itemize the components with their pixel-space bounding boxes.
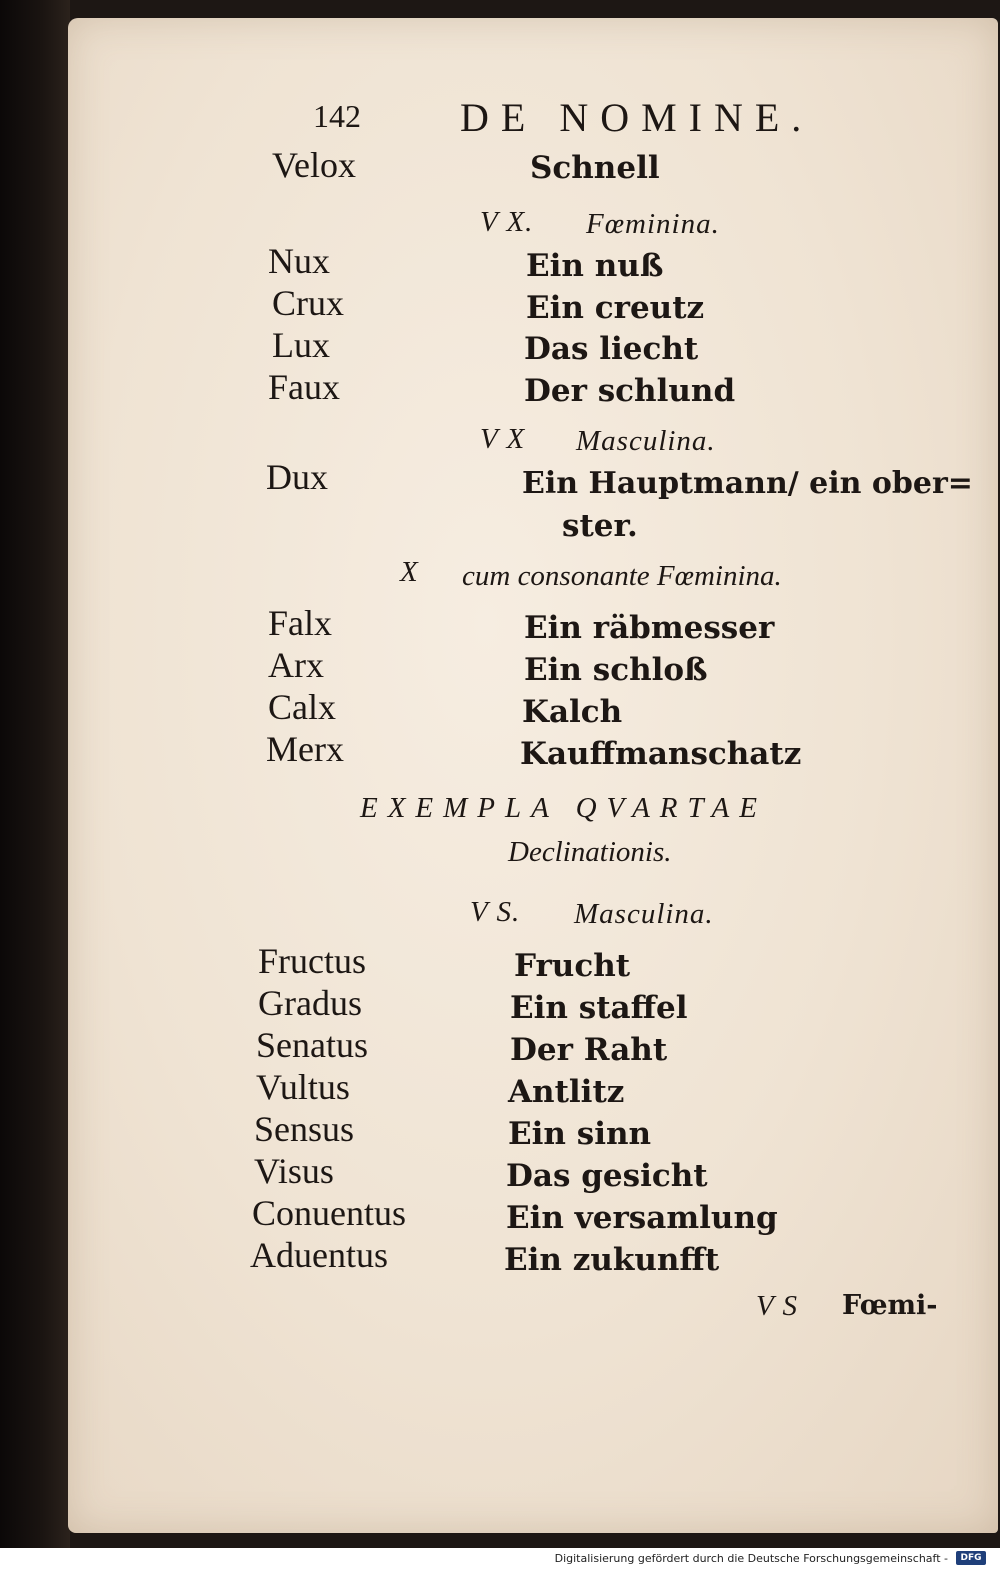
german-gloss: Ein zukunfft xyxy=(504,1242,720,1278)
german-gloss: Ein sinn xyxy=(508,1116,652,1152)
latin-word: Dux xyxy=(266,457,328,497)
latin-word: Faux xyxy=(268,367,340,407)
german-gloss: Kauffmanschatz xyxy=(520,736,802,772)
latin-word: Velox xyxy=(272,145,356,185)
german-gloss: Ein nuß xyxy=(526,248,664,284)
funding-credit: Digitalisierung gefördert durch die Deutsche Forschungsgemeinschaft - xyxy=(554,1552,948,1565)
exempla-subheading: Declinationis. xyxy=(508,836,672,868)
exempla-heading: EXEMPLA QVARTAE xyxy=(360,792,767,824)
german-gloss: Frucht xyxy=(514,948,631,984)
book-spine-edge xyxy=(0,0,70,1588)
german-gloss: Ein staffel xyxy=(510,990,688,1026)
german-gloss: Das gesicht xyxy=(506,1158,708,1194)
latin-word: Vultus xyxy=(256,1067,350,1107)
page-number: 142 xyxy=(313,98,361,134)
latin-word: Crux xyxy=(272,283,344,323)
latin-word: Falx xyxy=(268,603,333,643)
section-heading: X xyxy=(400,556,419,588)
section-heading-gender: Masculina. xyxy=(574,898,714,930)
german-gloss: Ein räbmesser xyxy=(524,610,775,646)
section-heading: V X xyxy=(480,423,526,455)
latin-word: Conuentus xyxy=(252,1193,407,1233)
german-gloss: Ein schloß xyxy=(524,652,708,688)
latin-word: Lux xyxy=(272,325,330,365)
german-gloss: Kalch xyxy=(522,694,623,730)
latin-word: Arx xyxy=(268,645,324,685)
catchword-letters: V S xyxy=(756,1290,798,1322)
german-gloss-continued: ster. xyxy=(562,508,638,544)
german-gloss: Schnell xyxy=(530,150,660,186)
latin-word: Aduentus xyxy=(250,1235,388,1275)
german-gloss: Ein versamlung xyxy=(506,1200,778,1236)
section-heading: V X. xyxy=(480,206,534,238)
latin-word: Nux xyxy=(268,241,330,281)
running-title: DE NOMINE. xyxy=(460,95,814,140)
latin-word: Merx xyxy=(266,729,344,769)
german-gloss: Antlitz xyxy=(508,1074,625,1110)
german-gloss: Ein Hauptmann/ ein ober= xyxy=(522,466,973,501)
latin-word: Senatus xyxy=(256,1025,368,1065)
section-heading-gender: Masculina. xyxy=(576,425,716,457)
latin-word: Sensus xyxy=(254,1109,355,1149)
latin-word: Visus xyxy=(254,1151,334,1191)
german-gloss: Der Raht xyxy=(510,1032,668,1068)
dfg-logo: DFG xyxy=(956,1551,986,1565)
section-heading: V S. xyxy=(470,896,521,928)
latin-word: Fructus xyxy=(258,941,366,981)
latin-word: Calx xyxy=(268,687,336,727)
catchword: Fœmi- xyxy=(842,1290,938,1321)
german-gloss: Der schlund xyxy=(524,373,736,409)
section-heading-gender: cum consonante Fœminina. xyxy=(462,560,782,592)
german-gloss: Das liecht xyxy=(524,331,699,367)
latin-word: Gradus xyxy=(258,983,362,1023)
german-gloss: Ein creutz xyxy=(526,290,705,326)
section-heading-gender: Fœminina. xyxy=(586,208,720,240)
